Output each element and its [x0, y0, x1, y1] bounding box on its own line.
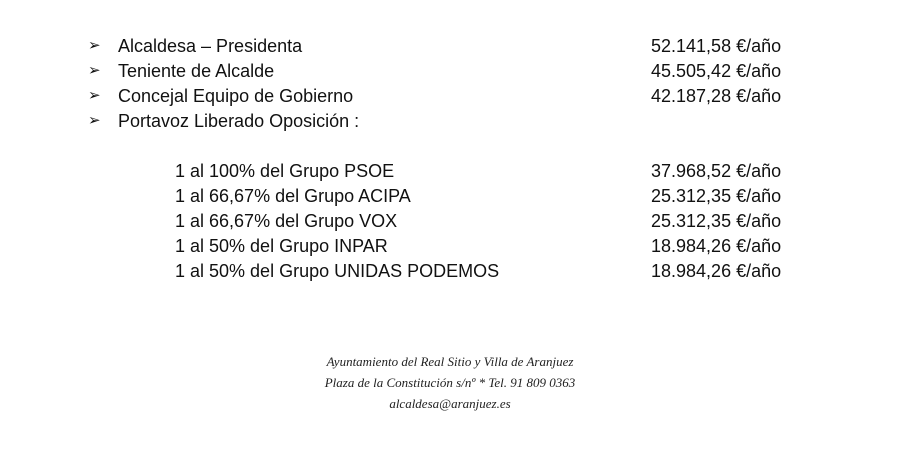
spokesperson-row: 1 al 50% del Grupo INPAR: [175, 236, 388, 256]
footer-address: Plaza de la Constitución s/nº * Tel. 91 809 0363: [324, 375, 576, 390]
arrow-bullet-icon: ➢: [88, 37, 101, 54]
position-row-alcaldesa: [88, 34, 302, 58]
position-label: Concejal Equipo de Gobierno: [118, 86, 354, 106]
spokesperson-row: 1 al 66,67% del Grupo ACIPA: [175, 186, 411, 206]
spokesperson-amount: 25.312,35 €/año: [651, 186, 782, 206]
arrow-bullet-icon: ➢: [88, 87, 101, 104]
spokesperson-amount: 18.984,26 €/año: [651, 236, 782, 256]
position-label: Portavoz Liberado Oposición :: [118, 111, 360, 131]
spokesperson-amount: 37.968,52 €/año: [651, 161, 782, 181]
spokesperson-row: 1 al 50% del Grupo UNIDAS PODEMOS: [175, 261, 500, 281]
position-row-concejal: [88, 84, 353, 108]
position-row-teniente: [88, 59, 274, 83]
position-amount: 42.187,28 €/año: [651, 86, 782, 106]
spokesperson-amount: 18.984,26 €/año: [651, 261, 782, 281]
spokesperson-row: 1 al 66,67% del Grupo VOX: [175, 211, 398, 231]
arrow-bullet-icon: ➢: [88, 112, 101, 129]
arrow-bullet-icon: ➢: [88, 62, 101, 79]
position-amount: 52.141,58 €/año: [651, 36, 782, 56]
position-amount: 45.505,42 €/año: [651, 61, 782, 81]
position-label: Teniente de Alcalde: [118, 61, 275, 81]
spokesperson-amount: 25.312,35 €/año: [651, 211, 782, 231]
footer-institution: Ayuntamiento del Real Sitio y Villa de Aranjuez: [326, 354, 574, 369]
spokesperson-row: 1 al 100% del Grupo PSOE: [175, 161, 395, 181]
position-label: Alcaldesa – Presidenta: [118, 36, 303, 56]
position-row-portavoz: [88, 109, 359, 133]
footer-email: alcaldesa@aranjuez.es: [389, 396, 511, 411]
